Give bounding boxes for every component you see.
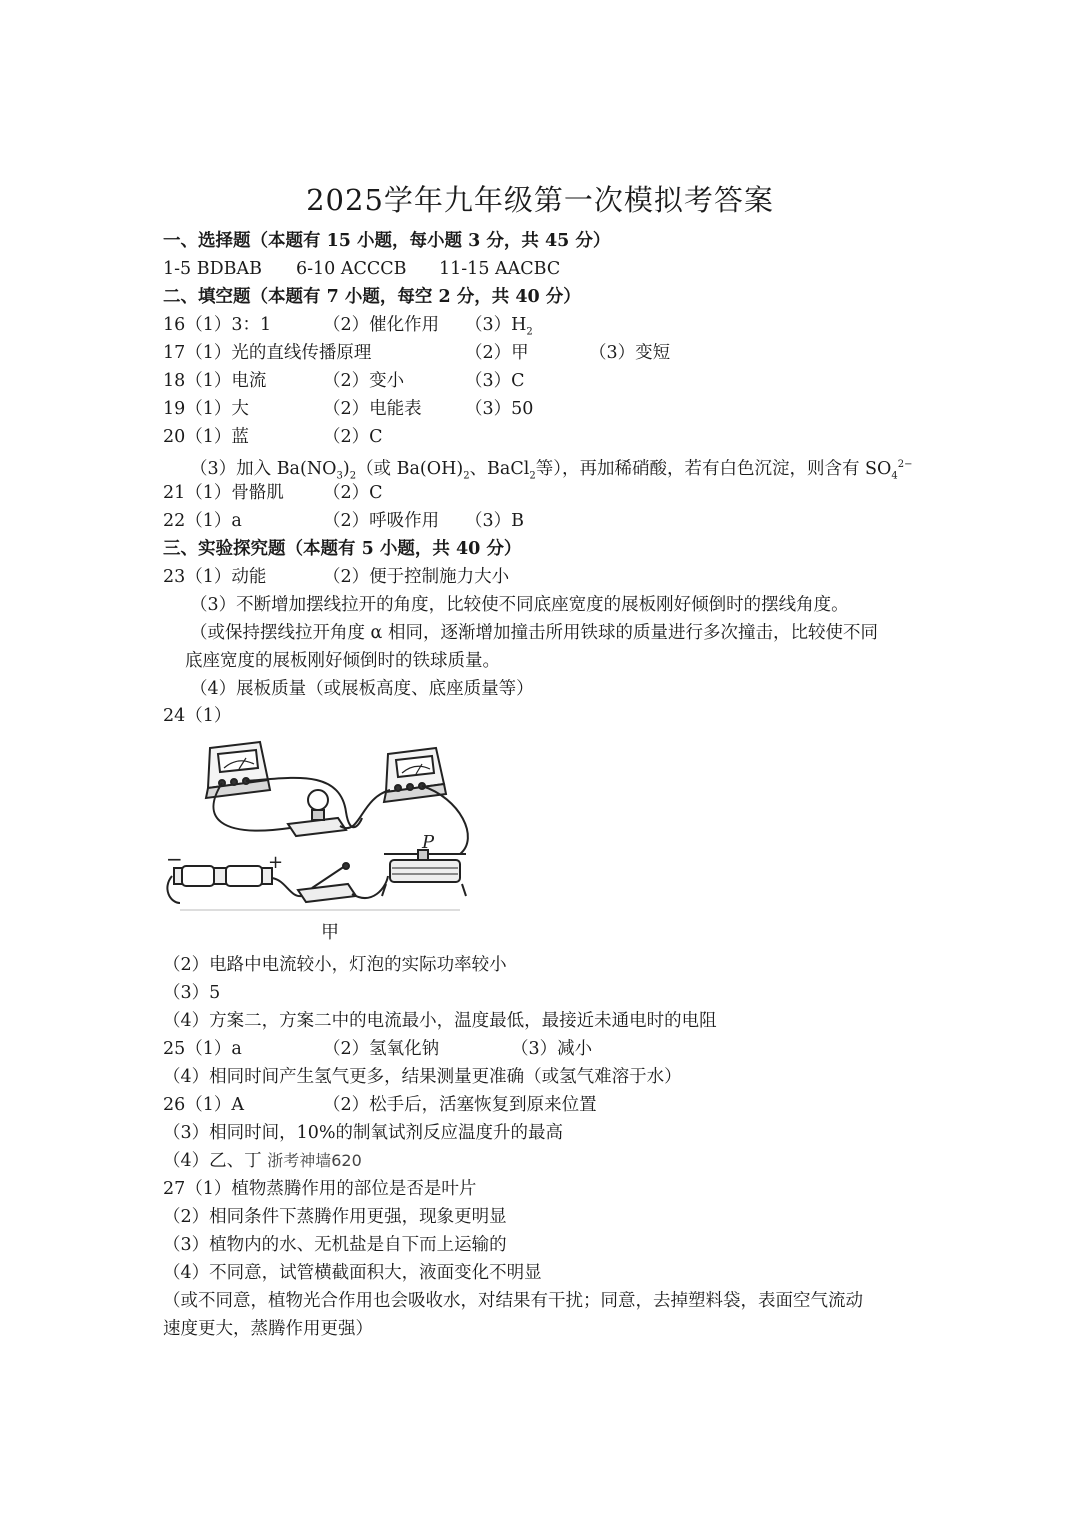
superscript: 2− <box>897 459 913 470</box>
answer-24-4: （4）方案二，方案二中的电流最小，温度最低，最接近未通电时的电阻 <box>163 1011 717 1031</box>
subscript: 2 <box>349 470 357 482</box>
watermark-text: 浙考神墙620 <box>267 1151 362 1170</box>
section-heading-choice: 一、选择题（本题有 15 小题，每小题 3 分，共 45 分） <box>163 231 611 251</box>
answer-27-1: 27（1）植物蒸腾作用的部位是否是叶片 <box>163 1179 477 1199</box>
answer-21-2: （2）C <box>323 483 383 503</box>
subscript: 2 <box>526 326 533 338</box>
answer-18-1: 18（1）电流 <box>163 371 267 391</box>
figure-caption: 甲 <box>321 922 339 943</box>
answer-row-20 <box>163 425 963 449</box>
answer-22-3: （3）B <box>465 511 524 531</box>
page-title: 2025学年九年级第一次模拟考答案 <box>306 183 774 217</box>
answer-row-16 <box>163 313 963 337</box>
answer-25-2: （2）氢氧化钠 <box>323 1039 440 1059</box>
answer-27-alt-line1: （或不同意，植物光合作用也会吸收水，对结果有干扰；同意，去掉塑料袋，表面空气流动 <box>163 1291 863 1311</box>
answer-20-3-part3: （或 Ba(OH) <box>356 458 464 479</box>
slider-label-p: P <box>422 832 435 853</box>
answer-row-25 <box>163 1037 963 1061</box>
answer-27-3: （3）植物内的水、无机盐是自下而上运输的 <box>163 1235 507 1255</box>
answer-22-1: 22（1）a <box>163 511 242 531</box>
answer-row-26 <box>163 1093 963 1117</box>
answer-23-3: （3）不断增加摆线拉开的角度，比较使不同底座宽度的展板刚好倾倒时的摆线角度。 <box>190 595 849 615</box>
answer-25-1: 25（1）a <box>163 1039 242 1059</box>
choice-answers-6-10: 6-10 ACCCB <box>296 259 407 279</box>
choice-answers-1-5: 1-5 BDBAB <box>163 259 262 279</box>
answer-26-2: （2）松手后，活塞恢复到原来位置 <box>323 1095 597 1115</box>
answer-17-3: （3）变短 <box>589 343 671 363</box>
subscript: 4 <box>891 470 898 482</box>
answer-19-2: （2）电能表 <box>323 399 422 419</box>
answer-17-1: 17（1）光的直线传播原理 <box>163 343 372 363</box>
section-heading-experiment: 三、实验探究题（本题有 5 小题，共 40 分） <box>163 539 522 559</box>
answer-27-4: （4）不同意，试管横截面积大，液面变化不明显 <box>163 1263 542 1283</box>
switch-icon <box>298 863 356 902</box>
answer-row-23 <box>163 565 963 589</box>
answer-23-2: （2）便于控制施力大小 <box>323 567 510 587</box>
answer-20-2: （2）C <box>323 427 383 447</box>
answer-26-1: 26（1）A <box>163 1095 245 1115</box>
answer-row-21 <box>163 481 963 505</box>
subscript: 2 <box>529 470 536 482</box>
answer-26-4: （4）乙、丁 <box>163 1151 262 1171</box>
answer-22-2: （2）呼吸作用 <box>323 511 440 531</box>
answer-23-4: （4）展板质量（或展板高度、底座质量等） <box>190 679 534 699</box>
svg-text:−: − <box>166 847 183 871</box>
section-heading-fill: 二、填空题（本题有 7 小题，每空 2 分，共 40 分） <box>163 287 581 307</box>
svg-text:+: + <box>268 852 284 873</box>
answer-16-3 <box>465 313 533 345</box>
answer-row-18 <box>163 369 963 393</box>
answer-23-1: 23（1）动能 <box>163 567 267 587</box>
answer-25-3: （3）减小 <box>511 1039 593 1059</box>
answer-27-2: （2）相同条件下蒸腾作用更强，现象更明显 <box>163 1207 507 1227</box>
circuit-diagram <box>160 728 490 918</box>
choice-answers-row <box>163 257 963 281</box>
answer-26-3: （3）相同时间，10%的制氧试剂反应温度升的最高 <box>163 1123 564 1143</box>
answer-19-1: 19（1）大 <box>163 399 249 419</box>
answer-17-2: （2）甲 <box>465 343 529 363</box>
answer-16-3-text: （3）H <box>465 315 527 335</box>
answer-26-4-row <box>163 1149 362 1173</box>
answer-27-alt-line2: 速度更大，蒸腾作用更强） <box>163 1319 373 1339</box>
answer-24-3: （3）5 <box>163 983 221 1003</box>
battery-icon <box>174 866 272 886</box>
light-bulb-icon <box>288 790 346 836</box>
answer-24-2: （2）电路中电流较小，灯泡的实际功率较小 <box>163 955 507 975</box>
answer-20-3-part2: ) <box>342 458 350 479</box>
answer-row-17 <box>163 341 963 365</box>
answer-19-3: （3）50 <box>465 399 534 419</box>
ammeter-icon <box>384 748 446 802</box>
answer-25-4: （4）相同时间产生氢气更多，结果测量更准确（或氢气难溶于水） <box>163 1067 682 1087</box>
choice-answers-11-15: 11-15 AACBC <box>439 259 561 279</box>
answer-16-1: 16（1）3：1 <box>163 315 272 335</box>
answer-18-2: （2）变小 <box>323 371 405 391</box>
answer-20-3-part4: 、BaCl <box>469 458 530 479</box>
answer-20-3-part5: 等），再加稀硝酸，若有白色沉淀，则含有 SO <box>535 458 892 479</box>
voltmeter-icon <box>206 742 270 798</box>
answer-23-3-alt-line1: （或保持摆线拉开角度 α 相同，逐渐增加撞击所用铁球的质量进行多次撞击，比较使不同 <box>190 623 878 643</box>
subscript: 2 <box>463 470 470 482</box>
subscript: 3 <box>336 470 343 482</box>
rheostat-icon <box>382 850 466 896</box>
answer-20-3-part1: （3）加入 Ba(NO <box>190 458 337 479</box>
answer-16-2: （2）催化作用 <box>323 315 440 335</box>
answer-18-3: （3）C <box>465 371 525 391</box>
answer-row-22 <box>163 509 963 533</box>
answer-row-19 <box>163 397 963 421</box>
answer-21-1: 21（1）骨骼肌 <box>163 483 284 503</box>
answer-24-1-label: 24（1） <box>163 706 232 726</box>
answer-20-1: 20（1）蓝 <box>163 427 249 447</box>
answer-23-3-alt-line2: 底座宽度的展板刚好倾倒时的铁球质量。 <box>185 651 500 671</box>
